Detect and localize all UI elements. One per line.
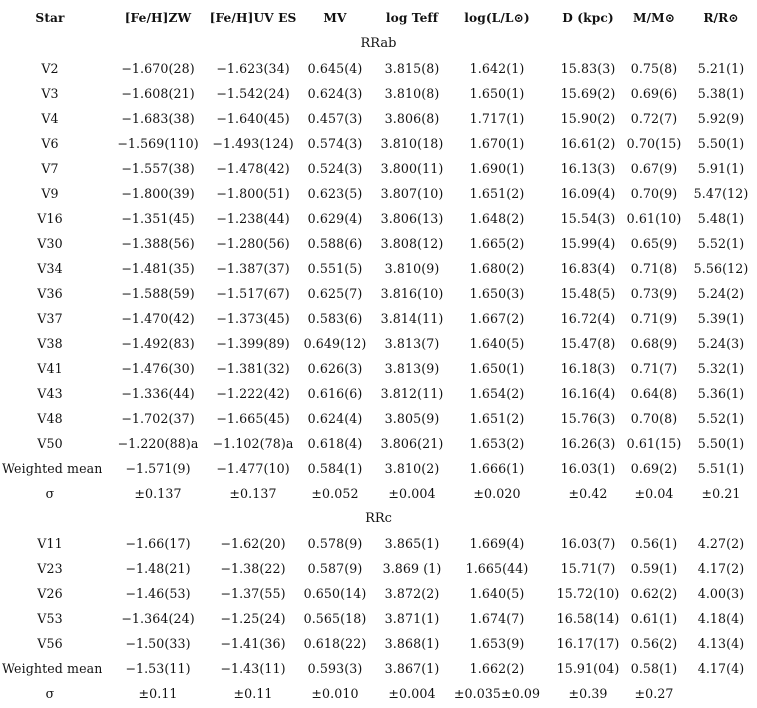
table-cell: 16.16(4) bbox=[560, 386, 616, 401]
table-cell: V7 bbox=[41, 161, 59, 176]
table-cell: 0.65(9) bbox=[630, 236, 678, 251]
table-cell: 16.18(3) bbox=[560, 361, 616, 376]
table-cell: 0.551(5) bbox=[307, 261, 363, 276]
table-cell: −1.50(33) bbox=[125, 636, 191, 651]
table-cell: V38 bbox=[37, 336, 63, 351]
table-cell: 3.806(21) bbox=[380, 436, 444, 451]
table-row bbox=[0, 256, 757, 281]
table-cell: ±0.21 bbox=[701, 486, 741, 501]
table-cell: −1.608(21) bbox=[121, 86, 195, 101]
table-cell: 5.92(9) bbox=[697, 111, 745, 126]
table-cell: 1.669(4) bbox=[469, 536, 525, 551]
table-cell bbox=[687, 681, 755, 706]
table-cell: 1.653(9) bbox=[469, 636, 525, 651]
table-cell: 1.665(44) bbox=[465, 561, 529, 576]
table-row bbox=[0, 531, 757, 556]
table-cell: 3.868(1) bbox=[384, 636, 440, 651]
section-title: RRab bbox=[360, 36, 397, 51]
table-row bbox=[0, 331, 757, 356]
table-cell: 0.71(8) bbox=[630, 261, 678, 276]
table-cell: −1.517(67) bbox=[216, 286, 290, 301]
table-row bbox=[0, 556, 757, 581]
table-cell: ±0.020 bbox=[473, 486, 521, 501]
table-cell: V26 bbox=[37, 586, 63, 601]
table-cell: ±0.39 bbox=[568, 686, 608, 701]
table-cell: 1.674(7) bbox=[469, 611, 525, 626]
table-cell: 5.50(1) bbox=[697, 136, 745, 151]
table-cell: 5.38(1) bbox=[697, 86, 745, 101]
table-cell: −1.492(83) bbox=[121, 336, 195, 351]
table-cell: −1.280(56) bbox=[216, 236, 290, 251]
table-cell: 1.690(1) bbox=[469, 161, 525, 176]
table-cell: −1.238(44) bbox=[216, 211, 290, 226]
table-cell: σ bbox=[45, 686, 55, 701]
table-row bbox=[0, 181, 757, 206]
column-header: R/R⊙ bbox=[703, 11, 739, 25]
table-cell: 15.71(7) bbox=[560, 561, 616, 576]
table-cell: −1.41(36) bbox=[220, 636, 286, 651]
table-cell: V50 bbox=[37, 436, 63, 451]
table-cell: 15.83(3) bbox=[560, 61, 616, 76]
table-row bbox=[0, 456, 757, 481]
table-cell: 4.00(3) bbox=[697, 586, 745, 601]
table-cell: 3.808(12) bbox=[380, 236, 444, 251]
table-cell: 0.71(9) bbox=[630, 311, 678, 326]
table-cell: 3.805(9) bbox=[384, 411, 440, 426]
table-cell: 3.867(1) bbox=[384, 661, 440, 676]
table-cell: 1.654(2) bbox=[469, 386, 525, 401]
table-cell: 0.618(22) bbox=[303, 636, 367, 651]
table-row bbox=[0, 231, 757, 256]
table-cell: −1.220(88)a bbox=[117, 436, 199, 451]
table-cell: 3.813(9) bbox=[384, 361, 440, 376]
table-cell: 1.717(1) bbox=[469, 111, 525, 126]
table-row bbox=[0, 206, 757, 231]
table-cell: V36 bbox=[37, 286, 63, 301]
table-cell: 5.39(1) bbox=[697, 311, 745, 326]
table-cell: 0.70(15) bbox=[626, 136, 682, 151]
table-cell: V2 bbox=[41, 61, 59, 76]
table-cell: 4.27(2) bbox=[697, 536, 745, 551]
table-cell: 15.72(10) bbox=[556, 586, 620, 601]
table-cell: 0.69(6) bbox=[630, 86, 678, 101]
table-cell: 0.70(9) bbox=[630, 186, 678, 201]
table-cell: −1.62(20) bbox=[220, 536, 286, 551]
table-cell: −1.48(21) bbox=[125, 561, 191, 576]
table-row bbox=[0, 156, 757, 181]
table-cell: −1.38(22) bbox=[220, 561, 286, 576]
table-cell: 3.810(2) bbox=[384, 461, 440, 476]
table-cell: 0.56(2) bbox=[630, 636, 678, 651]
table-cell: 16.13(3) bbox=[560, 161, 616, 176]
table-cell: 3.812(11) bbox=[380, 386, 444, 401]
table-cell: ±0.004 bbox=[388, 486, 436, 501]
table-cell: 0.565(18) bbox=[303, 611, 367, 626]
column-header: D (kpc) bbox=[562, 11, 614, 25]
table-cell: ±0.27 bbox=[634, 686, 674, 701]
table-cell: 16.26(3) bbox=[560, 436, 616, 451]
table-row bbox=[0, 306, 757, 331]
table-cell: 0.574(3) bbox=[307, 136, 363, 151]
table-cell: σ bbox=[45, 486, 55, 501]
table-cell: 0.616(6) bbox=[307, 386, 363, 401]
table-cell: −1.102(78)a bbox=[212, 436, 294, 451]
table-cell: 3.813(7) bbox=[384, 336, 440, 351]
table-cell: V43 bbox=[37, 386, 63, 401]
table-cell: 1.650(1) bbox=[469, 361, 525, 376]
section-title: RRc bbox=[365, 511, 392, 526]
table-cell: 0.649(12) bbox=[303, 336, 367, 351]
table-cell: V3 bbox=[41, 86, 59, 101]
table-cell: 0.56(1) bbox=[630, 536, 678, 551]
table-cell: V53 bbox=[37, 611, 63, 626]
table-cell: −1.336(44) bbox=[121, 386, 195, 401]
table-cell: 0.59(1) bbox=[630, 561, 678, 576]
table-cell: 1.640(5) bbox=[469, 586, 525, 601]
table-cell: 0.61(10) bbox=[626, 211, 682, 226]
table-cell: ±0.137 bbox=[134, 486, 182, 501]
table-cell: 1.640(5) bbox=[469, 336, 525, 351]
table-cell: 15.54(3) bbox=[560, 211, 616, 226]
table-row bbox=[0, 131, 757, 156]
table-cell: 5.36(1) bbox=[697, 386, 745, 401]
table-cell: −1.571(9) bbox=[125, 461, 191, 476]
table-cell: 0.72(7) bbox=[630, 111, 678, 126]
table-cell: −1.387(37) bbox=[216, 261, 290, 276]
table-cell: 1.648(2) bbox=[469, 211, 525, 226]
column-header: MV bbox=[323, 11, 347, 25]
table-cell: 1.651(2) bbox=[469, 186, 525, 201]
table-cell: V23 bbox=[37, 561, 63, 576]
table-row bbox=[0, 481, 757, 506]
table-row bbox=[0, 406, 757, 431]
table-cell: 3.806(13) bbox=[380, 211, 444, 226]
table-cell: ±0.035±0.09 bbox=[453, 686, 541, 701]
column-header: log Teff bbox=[385, 11, 439, 25]
table-cell: 5.21(1) bbox=[697, 61, 745, 76]
table-row bbox=[0, 431, 757, 456]
table-cell: 0.62(2) bbox=[630, 586, 678, 601]
table-cell: −1.476(30) bbox=[121, 361, 195, 376]
table-cell: 0.645(4) bbox=[307, 61, 363, 76]
table-cell: 3.816(10) bbox=[380, 286, 444, 301]
column-header: M/M⊙ bbox=[632, 11, 676, 25]
table-cell: −1.478(42) bbox=[216, 161, 290, 176]
table-cell: 5.24(2) bbox=[697, 286, 745, 301]
header-row bbox=[0, 6, 757, 31]
table-cell: ±0.137 bbox=[229, 486, 277, 501]
table-cell: V34 bbox=[37, 261, 63, 276]
table-cell: ±0.11 bbox=[233, 686, 273, 701]
table-cell: ±0.11 bbox=[138, 686, 178, 701]
table-cell: −1.481(35) bbox=[121, 261, 195, 276]
table-cell: 0.584(1) bbox=[307, 461, 363, 476]
table-cell: −1.702(37) bbox=[121, 411, 195, 426]
table-cell: 1.650(3) bbox=[469, 286, 525, 301]
table-cell: 4.18(4) bbox=[697, 611, 745, 626]
table-cell: 0.625(7) bbox=[307, 286, 363, 301]
table-cell: −1.493(124) bbox=[212, 136, 294, 151]
table-cell: 3.865(1) bbox=[384, 536, 440, 551]
table-cell: −1.381(32) bbox=[216, 361, 290, 376]
table-row bbox=[0, 581, 757, 606]
table-row bbox=[0, 81, 757, 106]
table-cell: 15.99(4) bbox=[560, 236, 616, 251]
table-cell: 0.623(5) bbox=[307, 186, 363, 201]
table-cell: 1.642(1) bbox=[469, 61, 525, 76]
table-cell: −1.364(24) bbox=[121, 611, 195, 626]
table-cell: 15.48(5) bbox=[560, 286, 616, 301]
table-cell: 16.17(17) bbox=[556, 636, 620, 651]
table-cell: V6 bbox=[41, 136, 59, 151]
table-cell: 3.806(8) bbox=[384, 111, 440, 126]
table-cell: 0.583(6) bbox=[307, 311, 363, 326]
table-cell: 4.17(2) bbox=[697, 561, 745, 576]
table-cell: −1.37(55) bbox=[220, 586, 286, 601]
table-cell: −1.66(17) bbox=[125, 536, 191, 551]
table-cell: 0.588(6) bbox=[307, 236, 363, 251]
table-cell: 0.68(9) bbox=[630, 336, 678, 351]
table-cell: 3.810(9) bbox=[384, 261, 440, 276]
table-cell: −1.670(28) bbox=[121, 61, 195, 76]
table-cell: 0.69(2) bbox=[630, 461, 678, 476]
table-cell: 5.24(3) bbox=[697, 336, 745, 351]
table-cell: ±0.010 bbox=[311, 686, 359, 701]
table-cell: 0.587(9) bbox=[307, 561, 363, 576]
table-cell: 16.09(4) bbox=[560, 186, 616, 201]
table-cell: −1.665(45) bbox=[216, 411, 290, 426]
table-cell: 0.70(8) bbox=[630, 411, 678, 426]
column-header: log(L/L⊙) bbox=[464, 11, 530, 25]
table-cell: −1.43(11) bbox=[220, 661, 286, 676]
table-cell: −1.399(89) bbox=[216, 336, 290, 351]
table-cell: 1.665(2) bbox=[469, 236, 525, 251]
table-cell: ±0.052 bbox=[311, 486, 359, 501]
table-row bbox=[0, 631, 757, 656]
table-cell: 15.69(2) bbox=[560, 86, 616, 101]
table-cell: 0.73(9) bbox=[630, 286, 678, 301]
table-row bbox=[0, 606, 757, 631]
table-cell: 16.61(2) bbox=[560, 136, 616, 151]
table-row bbox=[0, 381, 757, 406]
table-cell: 16.83(4) bbox=[560, 261, 616, 276]
table-cell: 3.800(11) bbox=[380, 161, 444, 176]
table-cell: −1.683(38) bbox=[121, 111, 195, 126]
table-cell: 5.32(1) bbox=[697, 361, 745, 376]
table-cell: 3.872(2) bbox=[384, 586, 440, 601]
column-header: [Fe/H]ZW bbox=[124, 11, 192, 25]
table-cell: 0.71(7) bbox=[630, 361, 678, 376]
table-cell: V16 bbox=[37, 211, 63, 226]
table-cell: 0.629(4) bbox=[307, 211, 363, 226]
table-cell: V37 bbox=[37, 311, 63, 326]
table-cell: 1.653(2) bbox=[469, 436, 525, 451]
column-header: Star bbox=[35, 11, 65, 25]
table-cell: 1.650(1) bbox=[469, 86, 525, 101]
table-cell: 16.72(4) bbox=[560, 311, 616, 326]
table-cell: 0.593(3) bbox=[307, 661, 363, 676]
table-cell: 16.58(14) bbox=[556, 611, 620, 626]
table-row bbox=[0, 106, 757, 131]
table-cell: −1.640(45) bbox=[216, 111, 290, 126]
table-cell: 0.457(3) bbox=[307, 111, 363, 126]
table-cell: 1.662(2) bbox=[469, 661, 525, 676]
table-cell: 5.56(12) bbox=[693, 261, 749, 276]
table-cell: −1.800(51) bbox=[216, 186, 290, 201]
table-cell: 4.13(4) bbox=[697, 636, 745, 651]
table-cell: 15.90(2) bbox=[560, 111, 616, 126]
table-cell: 16.03(7) bbox=[560, 536, 616, 551]
table-cell: ±0.04 bbox=[634, 486, 674, 501]
table-cell: 15.91(04) bbox=[556, 661, 620, 676]
table-cell: 1.667(2) bbox=[469, 311, 525, 326]
table-cell: −1.46(53) bbox=[125, 586, 191, 601]
table-cell: 15.76(3) bbox=[560, 411, 616, 426]
table-cell: −1.53(11) bbox=[125, 661, 191, 676]
table-cell: 0.650(14) bbox=[303, 586, 367, 601]
table-cell: 3.869 (1) bbox=[382, 561, 442, 576]
table-cell: ±0.004 bbox=[388, 686, 436, 701]
table-cell: −1.388(56) bbox=[121, 236, 195, 251]
table-cell: 3.810(18) bbox=[380, 136, 444, 151]
table-cell: 0.75(8) bbox=[630, 61, 678, 76]
table-cell: −1.623(34) bbox=[216, 61, 290, 76]
table-cell: Weighted mean bbox=[2, 461, 103, 476]
table-cell: 0.61(1) bbox=[630, 611, 678, 626]
table-cell: 16.03(1) bbox=[560, 461, 616, 476]
table-cell: ±0.42 bbox=[568, 486, 608, 501]
table-cell: 1.680(2) bbox=[469, 261, 525, 276]
table-cell: 3.814(11) bbox=[380, 311, 444, 326]
table-cell: 5.52(1) bbox=[697, 411, 745, 426]
table-row bbox=[0, 356, 757, 381]
table-cell: Weighted mean bbox=[2, 661, 103, 676]
table-cell: 5.47(12) bbox=[693, 186, 749, 201]
table-cell: V9 bbox=[41, 186, 59, 201]
table-cell: V56 bbox=[37, 636, 63, 651]
table-cell: −1.557(38) bbox=[121, 161, 195, 176]
table-row bbox=[0, 656, 757, 681]
table-cell: −1.800(39) bbox=[121, 186, 195, 201]
table-cell: −1.222(42) bbox=[216, 386, 290, 401]
table-cell: −1.588(59) bbox=[121, 286, 195, 301]
table-cell: 5.50(1) bbox=[697, 436, 745, 451]
table-cell: V4 bbox=[41, 111, 59, 126]
table-cell: V41 bbox=[37, 361, 63, 376]
table-cell: 3.815(8) bbox=[384, 61, 440, 76]
table-cell: 5.51(1) bbox=[697, 461, 745, 476]
table-cell: 0.618(4) bbox=[307, 436, 363, 451]
table-cell: V48 bbox=[37, 411, 63, 426]
table-cell: 0.61(15) bbox=[626, 436, 682, 451]
table-cell: V11 bbox=[37, 536, 63, 551]
table-row bbox=[0, 681, 757, 706]
table-cell: −1.569(110) bbox=[117, 136, 199, 151]
table-cell: 3.871(1) bbox=[384, 611, 440, 626]
table-cell: 0.524(3) bbox=[307, 161, 363, 176]
table-cell: −1.477(10) bbox=[216, 461, 290, 476]
table-row bbox=[0, 281, 757, 306]
table-cell: 0.578(9) bbox=[307, 536, 363, 551]
table-cell: −1.542(24) bbox=[216, 86, 290, 101]
table-row bbox=[0, 56, 757, 81]
table-cell: 1.666(1) bbox=[469, 461, 525, 476]
table-cell: V30 bbox=[37, 236, 63, 251]
table-cell: 5.48(1) bbox=[697, 211, 745, 226]
table-cell: 0.624(4) bbox=[307, 411, 363, 426]
column-header: [Fe/H]UV ES bbox=[209, 11, 297, 25]
table-cell: −1.25(24) bbox=[220, 611, 286, 626]
table-cell: 1.670(1) bbox=[469, 136, 525, 151]
table-cell: 0.67(9) bbox=[630, 161, 678, 176]
table-cell: 0.64(8) bbox=[630, 386, 678, 401]
table-cell: 0.58(1) bbox=[630, 661, 678, 676]
table-cell: −1.373(45) bbox=[216, 311, 290, 326]
table-cell: 5.52(1) bbox=[697, 236, 745, 251]
table-cell: −1.351(45) bbox=[121, 211, 195, 226]
table-cell: 3.810(8) bbox=[384, 86, 440, 101]
table-cell: 3.807(10) bbox=[380, 186, 444, 201]
table-cell: 0.624(3) bbox=[307, 86, 363, 101]
table-cell: 15.47(8) bbox=[560, 336, 616, 351]
table-cell: −1.470(42) bbox=[121, 311, 195, 326]
table-cell: 0.626(3) bbox=[307, 361, 363, 376]
table-cell: 1.651(2) bbox=[469, 411, 525, 426]
table-cell: 5.91(1) bbox=[697, 161, 745, 176]
table-cell: 4.17(4) bbox=[697, 661, 745, 676]
